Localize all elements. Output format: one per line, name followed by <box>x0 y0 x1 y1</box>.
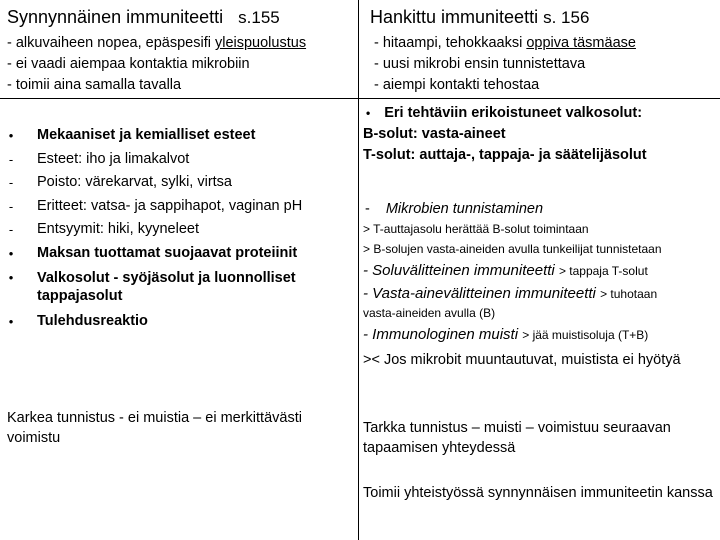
bullet-marker: • <box>366 106 371 120</box>
recognition-line <box>365 199 543 220</box>
t-cells-line: T-solut: auttaja-, tappaja- ja säätelijäsolut <box>363 147 647 163</box>
list-item-text: Mekaaniset ja kemialliset esteet <box>37 127 256 143</box>
list-item-text: Tulehdusreaktio <box>37 312 148 329</box>
list-marker: - <box>8 151 14 167</box>
cell-mediated-text: - Soluvälitteinen immuniteetti <box>363 262 555 279</box>
left-intro <box>7 33 306 96</box>
recognition-text: Mikrobien tunnistaminen <box>385 201 544 217</box>
list-item-text: Entsyymit: hiki, kyyneleet <box>37 221 199 238</box>
list-marker: • <box>8 269 14 285</box>
right-title-text: Hankittu immuniteetti <box>370 7 539 27</box>
list-marker: - <box>8 198 14 214</box>
right-title <box>370 7 589 28</box>
list-item-text: Valkosolut - syöjäsolut ja luonnolliset tappajasolut <box>37 269 296 304</box>
left-intro-line-1: - alkuvaiheen nopea, epäspesifi <box>7 35 215 51</box>
b-helper-note: > B-solujen vasta-aineiden avulla tunkeilijat tunnistetaan <box>363 242 662 256</box>
antibody-mediated-line <box>363 285 657 302</box>
list-marker: • <box>8 128 14 143</box>
right-summary: Tarkka tunnistus – muisti – voimistuu seuraavan tapaamisen yhteydessä <box>363 420 671 456</box>
left-title-text: Synnynnäinen immuniteetti <box>7 7 224 27</box>
left-list <box>3 124 348 333</box>
left-intro-line-3: - toimii aina samalla tavalla <box>7 77 182 93</box>
list-item <box>3 266 348 310</box>
antibody-mediated-note: > tuhotaan <box>600 287 658 301</box>
memory-line <box>363 326 648 343</box>
cell-mediated-line <box>363 262 648 279</box>
b-cells-line: B-solut: vasta-aineet <box>363 126 506 142</box>
list-item-text: Poisto: värekarvat, sylki, virtsa <box>37 174 232 191</box>
right-cells-block <box>363 103 647 166</box>
list-item-text: Esteet: iho ja limakalvot <box>37 150 190 167</box>
column-divider <box>358 0 359 540</box>
list-item <box>3 148 348 172</box>
list-item <box>3 242 348 266</box>
right-intro-line-1: - hitaampi, tehokkaaksi <box>374 35 527 51</box>
left-intro-line-2: - ei vaadi aiempaa kontaktia mikrobiin <box>7 56 250 72</box>
t-helper-note: > T-auttajasolu herättää B-solut toimintaan <box>363 222 589 236</box>
left-page-ref: s.155 <box>238 8 280 27</box>
list-item <box>3 310 348 334</box>
list-item <box>3 171 348 195</box>
antibody-note: vasta-aineiden avulla (B) <box>363 306 496 320</box>
list-item <box>3 124 348 148</box>
list-item-text: Maksan tuottamat suojaavat proteiinit <box>37 244 298 261</box>
right-intro <box>374 33 636 96</box>
list-marker: - <box>8 175 14 191</box>
list-item <box>3 195 348 219</box>
cells-heading: Eri tehtäviin erikoistuneet valkosolut: <box>384 105 643 121</box>
mutation-note: >< Jos mikrobit muuntautuvat, muistista ei hyötyä <box>363 352 681 368</box>
list-marker: • <box>8 245 14 261</box>
list-marker: • <box>8 313 14 329</box>
list-item-text: Eritteet: vatsa- ja sappihapot, vaginan pH <box>37 197 303 214</box>
right-intro-underlined: oppiva täsmäase <box>526 35 636 51</box>
left-title <box>7 7 280 28</box>
recognition-dash: - <box>365 201 370 217</box>
cell-mediated-note: > tappaja T-solut <box>558 264 648 278</box>
cooperation-note: Toimii yhteistyössä synnynnäisen immuniteetin kanssa <box>363 485 713 501</box>
memory-note: > jää muistisoluja (T+B) <box>522 328 649 342</box>
memory-text: - Immunologinen muisti <box>363 326 519 343</box>
header-divider <box>0 98 720 99</box>
right-page-ref: s. 156 <box>543 8 590 27</box>
list-marker: - <box>8 222 14 238</box>
right-intro-line-3: - aiempi kontakti tehostaa <box>374 77 540 93</box>
right-intro-line-2: - uusi mikrobi ensin tunnistettava <box>374 56 586 72</box>
antibody-mediated-text: - Vasta-ainevälitteinen immuniteetti <box>363 285 596 302</box>
left-intro-underlined: yleispuolustus <box>214 35 307 51</box>
left-summary: Karkea tunnistus - ei muistia – ei merkittävästi voimistu <box>7 410 302 446</box>
list-item <box>3 218 348 242</box>
